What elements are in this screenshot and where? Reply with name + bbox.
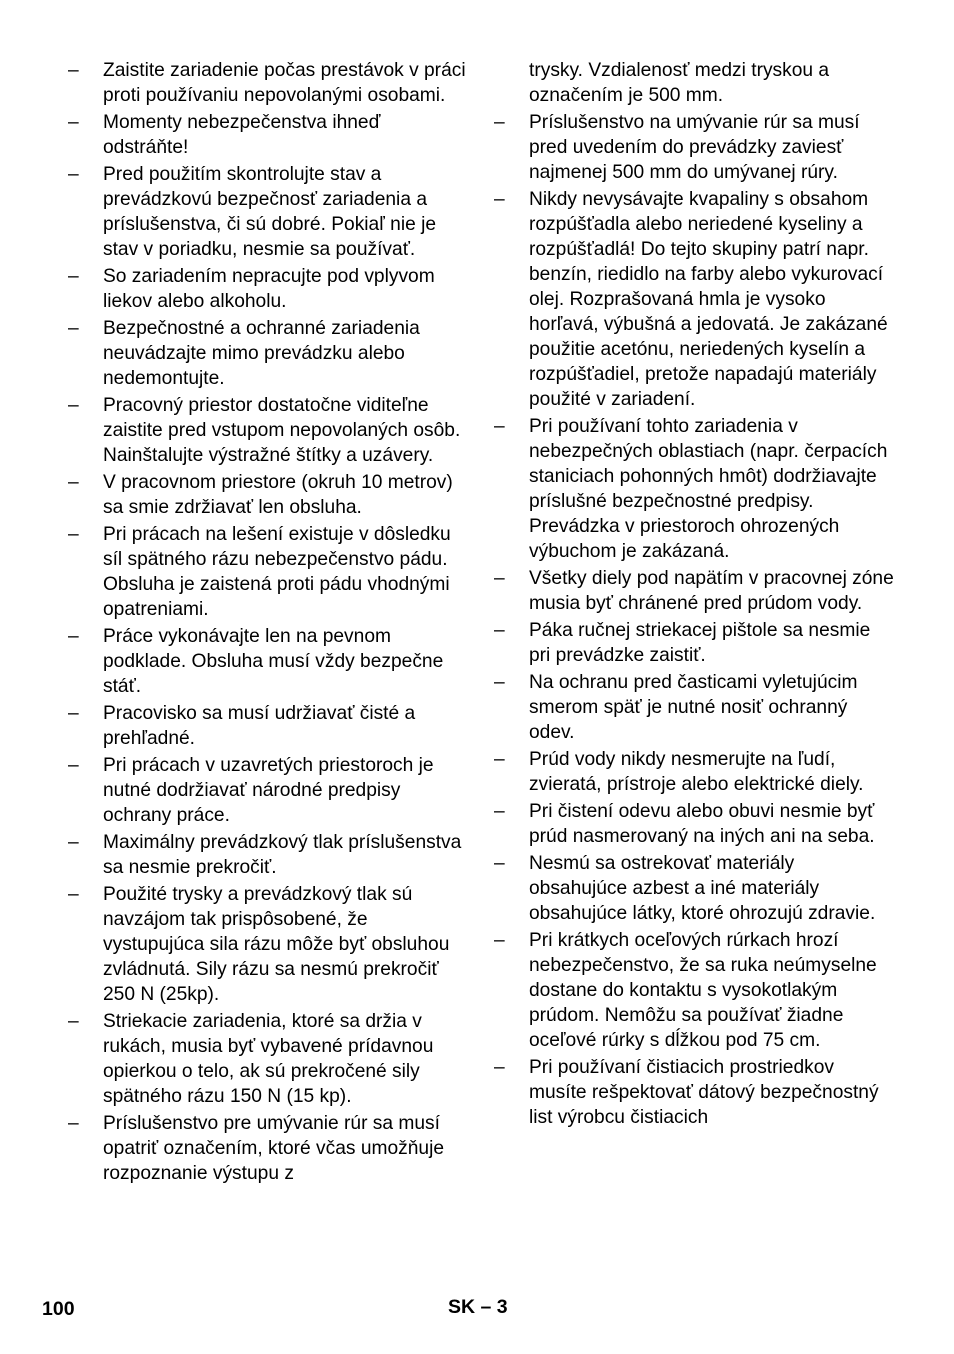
list-item: [68, 264, 468, 314]
list-item-text: Pri čistení odevu alebo obuvi nesmie byť prúd nasmerovaný na iných ani na seba.: [529, 801, 875, 847]
list-item: [494, 799, 894, 849]
dash-bullet: –: [494, 930, 505, 951]
list-item-text: Striekacie zariadenia, ktoré sa držia v rukách, musia byť vybavené prídavnou opierkou o telo, ak sú prekročené sily spätného rázu 150 N (15 kp).: [103, 1011, 434, 1107]
list-item: [68, 1111, 468, 1186]
list-item: [494, 187, 894, 412]
page-number: 100: [42, 1298, 75, 1320]
dash-bullet: –: [68, 395, 79, 416]
list-item-text: V pracovnom priestore (okruh 10 metrov) sa smie zdržiavať len obsluha.: [103, 472, 453, 518]
list-item: [494, 1055, 894, 1130]
dash-bullet: –: [494, 620, 505, 641]
list-item-text: Príslušenstvo na umývanie rúr sa musí pred uvedením do prevádzky zaviesť najmenej 500 mm do umývanej rúry.: [529, 112, 860, 183]
dash-bullet: –: [494, 853, 505, 874]
list-item: [494, 414, 894, 564]
list-item-continuation: [494, 58, 894, 108]
list-item-text: So zariadením nepracujte pod vplyvom liekov alebo alkoholu.: [103, 266, 435, 312]
dash-bullet: –: [494, 749, 505, 770]
list-item: [68, 882, 468, 1007]
dash-bullet: –: [494, 112, 505, 133]
list-item-text: Pred použitím skontrolujte stav a prevádzkovú bezpečnosť zariadenia a príslušenstva, či sú dobré. Pokiaľ nie je stav v poriadku, nesmie sa používať.: [103, 164, 437, 260]
dash-bullet: –: [494, 672, 505, 693]
list-item-text: Páka ručnej striekacej pištole sa nesmie pri prevádzke zaistiť.: [529, 620, 871, 666]
list-item-text: Použité trysky a prevádzkový tlak sú navzájom tak prispôsobené, že vystupujúca sila rázu môže byť obsluhou zvládnutá. Sily rázu sa nesmú prekročiť 250 N (25kp).: [103, 884, 450, 1005]
list-item: [494, 851, 894, 926]
list-item: [68, 522, 468, 622]
list-item-text: Nikdy nevysávajte kvapaliny s obsahom rozpúšťadla alebo neriedené kyseliny a rozpúšťadlá! Do tejto skupiny patrí napr. benzín, riedidlo na farby alebo vykurovací olej. Rozprašovaná hmla je vysoko horľavá, výbušná a jedovatá. Je zakázané použitie acetónu, neriedených kyselín a rozpúšťadiel, pretože napadajú materiály použité v zariadení.: [529, 189, 888, 410]
dash-bullet: –: [68, 112, 79, 133]
dash-bullet: –: [68, 164, 79, 185]
list-item: [68, 624, 468, 699]
list-item-text: Pracovný priestor dostatočne viditeľne zaistite pred vstupom nepovolaných osôb. Nainštalujte výstražné štítky a uzávery.: [103, 395, 461, 466]
dash-bullet: –: [68, 524, 79, 545]
dash-bullet: –: [68, 703, 79, 724]
list-item-text: Príslušenstvo pre umývanie rúr sa musí opatriť označením, ktoré včas umožňuje rozpoznanie výstupu z: [103, 1113, 445, 1184]
list-item: [68, 316, 468, 391]
list-item-text: Momenty nebezpečenstva ihneď odstráňte!: [103, 112, 381, 158]
language-page-label: SK – 3: [448, 1296, 508, 1318]
list-item: [68, 110, 468, 160]
list-item-text: Bezpečnostné a ochranné zariadenia neuvádzajte mimo prevádzku alebo nedemontujte.: [103, 318, 420, 389]
dash-bullet: –: [494, 416, 505, 437]
list-item: [68, 470, 468, 520]
list-item-text: Pri prácach v uzavretých priestoroch je nutné dodržiavať národné predpisy ochrany práce.: [103, 755, 434, 826]
list-item: [68, 701, 468, 751]
dash-bullet: –: [494, 189, 505, 210]
list-item: [68, 162, 468, 262]
list-item-text: Práce vykonávajte len na pevnom podklade. Obsluha musí vždy bezpečne stáť.: [103, 626, 444, 697]
dash-bullet: –: [68, 884, 79, 905]
dash-bullet: –: [68, 318, 79, 339]
list-item: [494, 928, 894, 1053]
list-item: [494, 566, 894, 616]
list-item-text: Pri krátkych oceľových rúrkach hrozí nebezpečenstvo, že sa ruka neúmyselne dostane do kontaktu s vysokotlakým prúdom. Nemôžu sa používať žiadne oceľové rúrky s dĺžkou pod 75 cm.: [529, 930, 877, 1051]
dash-bullet: –: [68, 1113, 79, 1134]
list-item-text: trysky. Vzdialenosť medzi tryskou a označením je 500 mm.: [529, 60, 830, 106]
list-item-text: Pri používaní čistiacich prostriedkov musíte rešpektovať dátový bezpečnostný list výrobcu čistiacich: [529, 1057, 879, 1128]
list-item-text: Pri používaní tohto zariadenia v nebezpečných oblastiach (napr. čerpacích staniciach pohonných hmôt) dodržiavajte príslušné bezpečnostné predpisy. Prevádzka v priestoroch ohrozených výbuchom je zakázaná.: [529, 416, 888, 562]
list-item: [494, 110, 894, 185]
list-item: [494, 618, 894, 668]
list-item: [68, 1009, 468, 1109]
dash-bullet: –: [68, 755, 79, 776]
list-item-text: Maximálny prevádzkový tlak príslušenstva sa nesmie prekročiť.: [103, 832, 462, 878]
dash-bullet: –: [68, 60, 79, 81]
list-item: [68, 393, 468, 468]
list-item-text: Všetky diely pod napätím v pracovnej zóne musia byť chránené pred prúdom vody.: [529, 568, 894, 614]
dash-bullet: –: [68, 626, 79, 647]
list-item-text: Zaistite zariadenie počas prestávok v práci proti používaniu nepovolanými osobami.: [103, 60, 466, 106]
dash-bullet: –: [68, 832, 79, 853]
dash-bullet: –: [68, 1011, 79, 1032]
list-item: [68, 830, 468, 880]
dash-bullet: –: [68, 472, 79, 493]
left-column: [68, 58, 468, 1188]
dash-bullet: –: [494, 568, 505, 589]
dash-bullet: –: [494, 1057, 505, 1078]
list-item-text: Nesmú sa ostrekovať materiály obsahujúce azbest a iné materiály obsahujúce látky, ktoré ohrozujú zdravie.: [529, 853, 876, 924]
list-item-text: Pracovisko sa musí udržiavať čisté a prehľadné.: [103, 703, 416, 749]
list-item-text: Na ochranu pred časticami vyletujúcim smerom späť je nutné nosiť ochranný odev.: [529, 672, 858, 743]
list-item-text: Pri prácach na lešení existuje v dôsledku síl spätného rázu nebezpečenstvo pádu. Obsluha je zaistená proti pádu vhodnými opatreniami.: [103, 524, 451, 620]
list-item: [68, 753, 468, 828]
list-item: [494, 747, 894, 797]
list-item: [68, 58, 468, 108]
dash-bullet: –: [68, 266, 79, 287]
dash-bullet: –: [494, 801, 505, 822]
list-item-text: Prúd vody nikdy nesmerujte na ľudí, zvieratá, prístroje alebo elektrické diely.: [529, 749, 864, 795]
list-item: [494, 670, 894, 745]
right-column: [494, 58, 894, 1132]
